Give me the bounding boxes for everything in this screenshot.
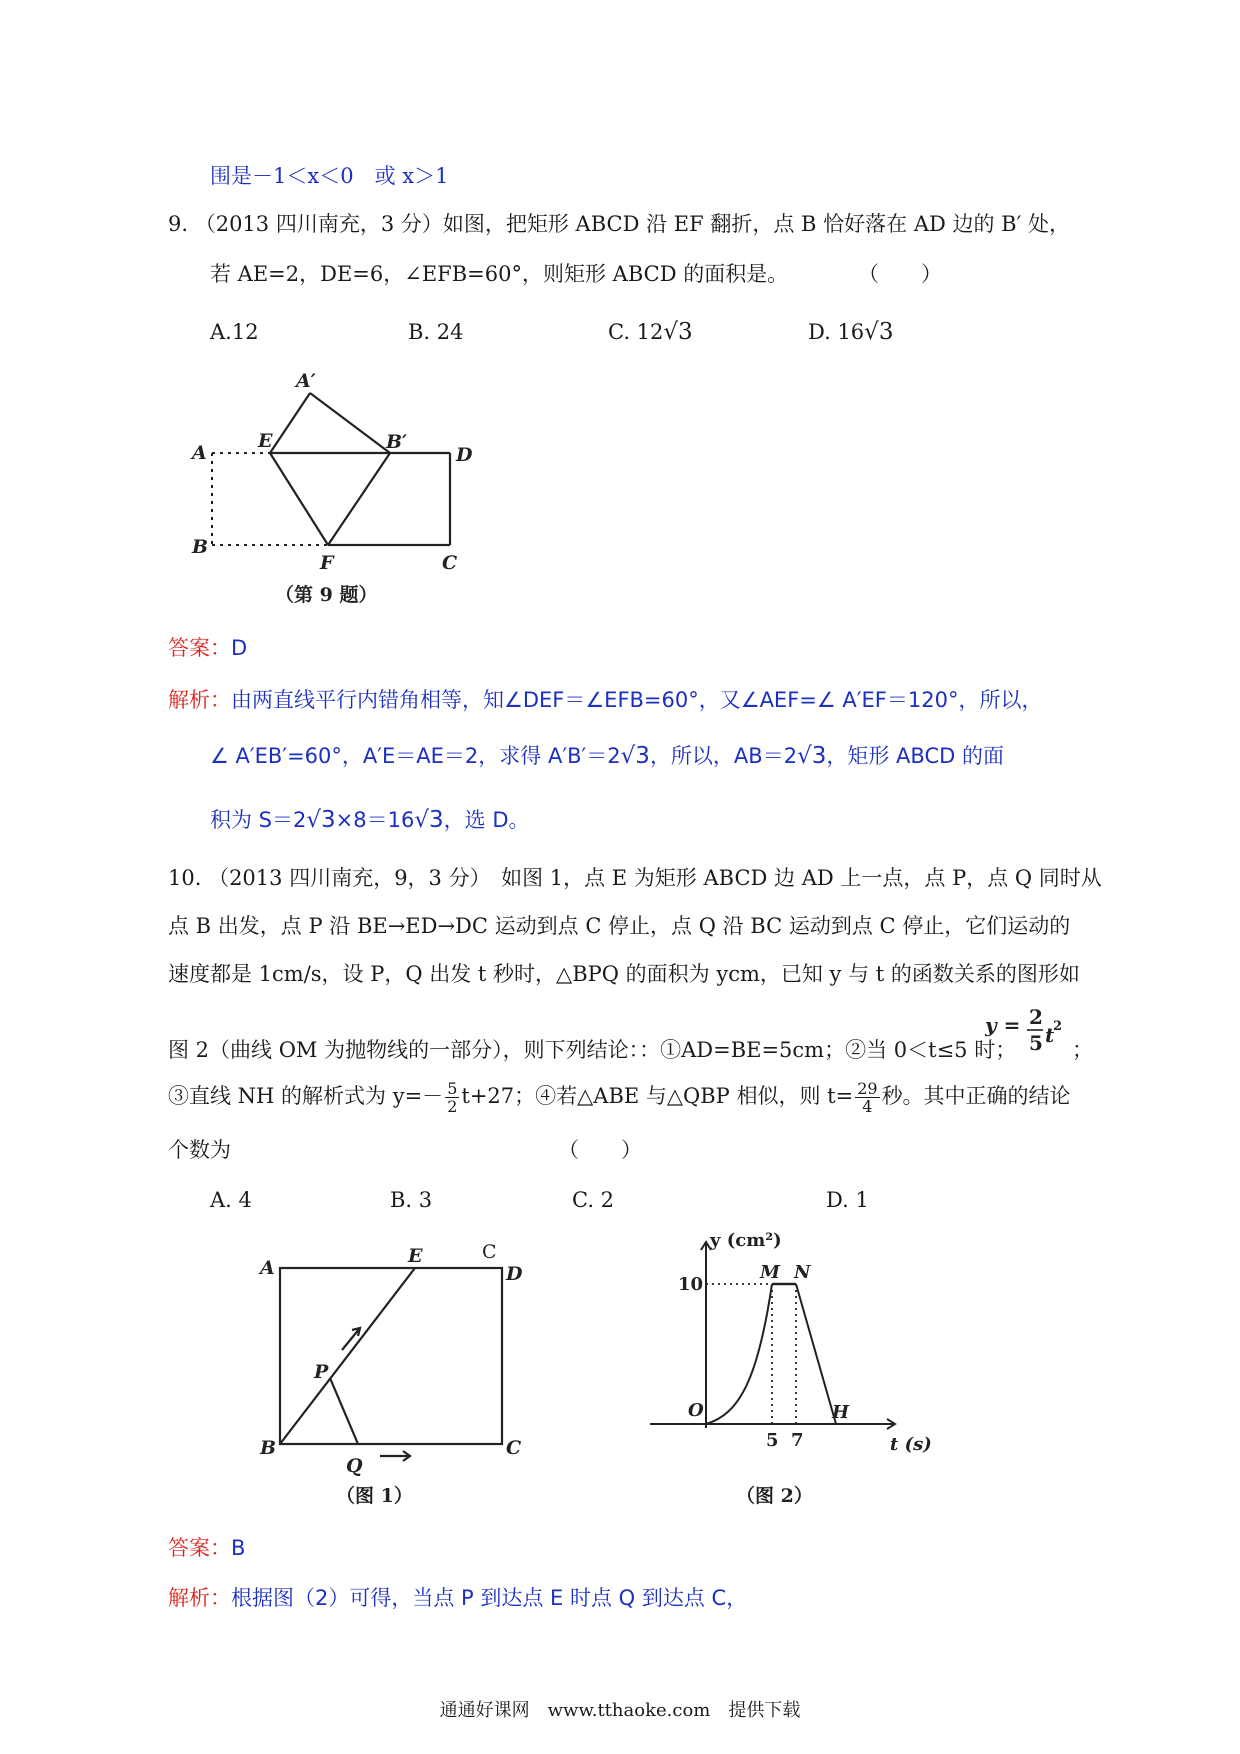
svg-text:y =: y = (985, 1013, 1021, 1037)
q10-figure-2 (640, 1228, 940, 1508)
q10-answer: 答案：B (168, 1536, 246, 1560)
q9-stem-line2: 若 AE=2，DE=6，∠EFB=60°，则矩形 ABCD 的面积是。 (210, 262, 789, 286)
q9-option-b: B. 24 (408, 320, 464, 344)
q9-figure-caption: （第 9 题） (275, 584, 378, 606)
label-c: C (442, 552, 458, 574)
q9-answer: 答案：D (168, 636, 248, 660)
q10-stem-line6: 个数为 (168, 1138, 231, 1162)
q9-option-d: D. 16√3 (808, 319, 894, 345)
q10-option-d: D. 1 (826, 1188, 869, 1212)
label-b: B (260, 1437, 277, 1459)
formula-text: y = 2/5 t² (985, 1006, 990, 1007)
rectangle-abcd (280, 1268, 502, 1444)
label-n: N (794, 1262, 811, 1283)
curve-o-m (706, 1284, 772, 1424)
q9-analysis-line2: ∠ A′EB′=60°，A′E＝AE＝2，求得 A′B′＝2√3，所以，AB＝2√3，矩形 ABCD 的面 (210, 743, 1004, 769)
previous-answer-tail: 围是－1＜x＜0 或 x＞1 (210, 164, 449, 188)
q10-figure-2-caption: （图 2） (736, 1485, 813, 1507)
q9-answer-blank: （ ） (858, 262, 942, 286)
label-d: D (456, 444, 473, 466)
arrow-along-be (342, 1328, 360, 1350)
q9-analysis-line3: 积为 S＝2√3×8＝16√3，选 D。 (210, 807, 530, 833)
page-footer: 通通好课网 www.tthaoke.com 提供下载 (439, 1700, 801, 1721)
edge-f-bprime (328, 453, 390, 545)
label-c: C (506, 1437, 522, 1459)
q9-analysis-line1: 解析：由两直线平行内错角相等，知∠DEF＝∠EFB=60°，又∠AEF=∠ A′EF＝120°，所以， (168, 688, 1043, 712)
y-axis-label: y (cm²) (710, 1230, 782, 1251)
q10-stem-line4: 图 2（曲线 OM 为抛物线的一部分），则下列结论：：①AD=BE=5cm；②当 0＜t≤5 时； (168, 1038, 1017, 1062)
q10-option-c: C. 2 (572, 1188, 615, 1212)
q10-stem-line2: 点 B 出发，点 P 沿 BE→ED→DC 运动到点 C 停止，点 Q 沿 BC 运动到点 C 停止，它们运动的 (168, 914, 1071, 938)
svg-text:5: 5 (1029, 1031, 1043, 1055)
q9-option-a: A.12 (210, 320, 259, 344)
label-o: O (688, 1400, 704, 1421)
svg-text:t: t (1045, 1023, 1055, 1047)
label-a: A (192, 442, 207, 464)
label-c-top: C (482, 1241, 497, 1263)
label-q: Q (346, 1455, 363, 1477)
q10-formula-y (985, 1006, 1065, 1066)
label-a-prime: A′ (296, 370, 316, 392)
q10-figure-1 (250, 1240, 540, 1510)
q10-figure-1-caption: （图 1） (336, 1485, 413, 1507)
label-d: D (506, 1263, 523, 1285)
label-e: E (258, 430, 273, 452)
tick-ten: 10 (678, 1274, 704, 1295)
q9-stem-line1: 9. （2013 四川南充，3 分）如图，把矩形 ABCD 沿 EF 翻折，点 B 恰好落在 AD 边的 B′ 处， (168, 212, 1071, 236)
edge-aprime-bprime (310, 393, 390, 453)
q10-option-b: B. 3 (390, 1188, 433, 1212)
tick-seven: 7 (791, 1430, 804, 1451)
q10-option-a: A. 4 (210, 1188, 252, 1212)
label-p: P (314, 1361, 329, 1383)
label-e: E (408, 1245, 423, 1267)
svg-text:2: 2 (1053, 1019, 1063, 1034)
segment-p-q (330, 1378, 358, 1444)
q10-stem-line5: ③直线 NH 的解析式为 y=－ $\frac{5}{2}$ t+27；④若△ABE 与△QBP 相似，则 t= $\frac{29}{4}$ 秒。其中正确的结论 (168, 1079, 1071, 1116)
label-m: M (760, 1262, 780, 1283)
q10-stem-line1: 10. （2013 四川南充，9，3 分） 如图 1，点 E 为矩形 ABCD 边 AD 上一点，点 P，点 Q 同时从 (168, 866, 1102, 890)
q10-stem-line3: 速度都是 1cm/s，设 P，Q 出发 t 秒时，△BPQ 的面积为 ycm，已知 y 与 t 的函数关系的图形如 (168, 962, 1080, 986)
edge-e-f (270, 453, 328, 545)
q9-figure (180, 365, 500, 615)
t-axis-label: t (s) (890, 1434, 932, 1455)
edge-e-aprime (270, 393, 310, 453)
label-h: H (832, 1402, 850, 1423)
q10-answer-blank: （ ） (558, 1138, 642, 1162)
q10-analysis-line1: 解析：根据图（2）可得，当点 P 到达点 E 时点 Q 到达点 C， (168, 1586, 748, 1610)
tick-five: 5 (766, 1430, 779, 1451)
q10-stem-line4-tail: ； (1072, 1038, 1093, 1062)
svg-text:2: 2 (1029, 1006, 1043, 1029)
label-b-prime: B′ (386, 431, 408, 453)
label-b: B (192, 536, 209, 558)
label-f: F (320, 552, 334, 574)
label-a: A (260, 1257, 275, 1279)
segment-n-h (796, 1284, 836, 1424)
q9-option-c: C. 12√3 (608, 319, 693, 345)
